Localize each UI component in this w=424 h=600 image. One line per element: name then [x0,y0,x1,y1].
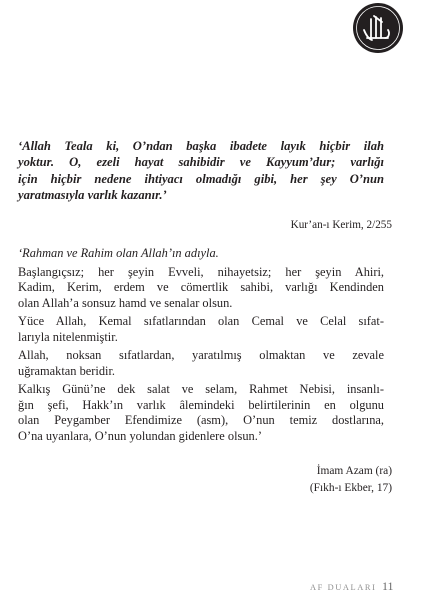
body-text [18,246,384,444]
signature-block [310,463,392,497]
quote-line: için hiçbir nedene ihtiyacı olmadığı gibi, her şey O’nun [18,171,384,186]
paragraph-line: O’na uyanlara, O’nun yolundan gidenlere olsun.’ [18,428,262,443]
quote-source: Kur’an-ı Kerim, 2/255 [290,219,392,231]
paragraph-line: olan Allah’a sonsuz hamd ve senalar olsun. [18,295,233,310]
signature-work: (Fıkh-ı Ekber, 17) [309,482,392,494]
paragraph-line: Allah, noksan sıfatlardan, yaratılmış olmaktan ve zevale [18,348,384,362]
calligraphy-seal-icon [352,2,404,54]
paragraph-line: Kadim, Kerim, erdem ve cömertlik sahibi, varlığı Kendinden [18,280,384,294]
page-number: 11 [382,579,394,593]
quote-line: yaratmasıyla varlık kazanır.’ [18,187,167,202]
quote-line: ‘Allah Teala ki, O’ndan başka ibadete layık hiçbir ilah [18,139,384,153]
paragraph-line: Yüce Allah, Kemal sıfatlarından olan Cemal ve Celal sıfat- [18,314,384,328]
opening-line: ‘Rahman ve Rahim olan Allah’ın adıyla. [18,246,219,260]
paragraph-line: uğramaktan beridir. [18,363,116,378]
quote-line: yoktur. O, ezeli hayat sahibidir ve Kayyum’dur; varlığı [18,155,384,170]
paragraph-line: olan Peygamber Efendimize (asm), O’nun temiz dostlarına, [18,413,384,427]
paragraph-line: larıyla nitelenmiştir. [18,329,118,344]
paragraph-line: Kalkış Günü’ne dek salat ve selam, Rahmet Nebisi, insanlı- [18,382,384,396]
signature-author: İmam Azam (ra) [316,465,392,477]
quranic-quote [18,138,384,203]
paragraph-line: ğın şefi, Hakk’ın varlık âlemindeki belirtilerinin en olgunu [18,397,384,412]
paragraph-line: Başlangıçsız; her şeyin Evveli, nihayetsiz; her şeyin Ahiri, [18,264,384,279]
running-footer: AF DUALARI [310,583,377,592]
